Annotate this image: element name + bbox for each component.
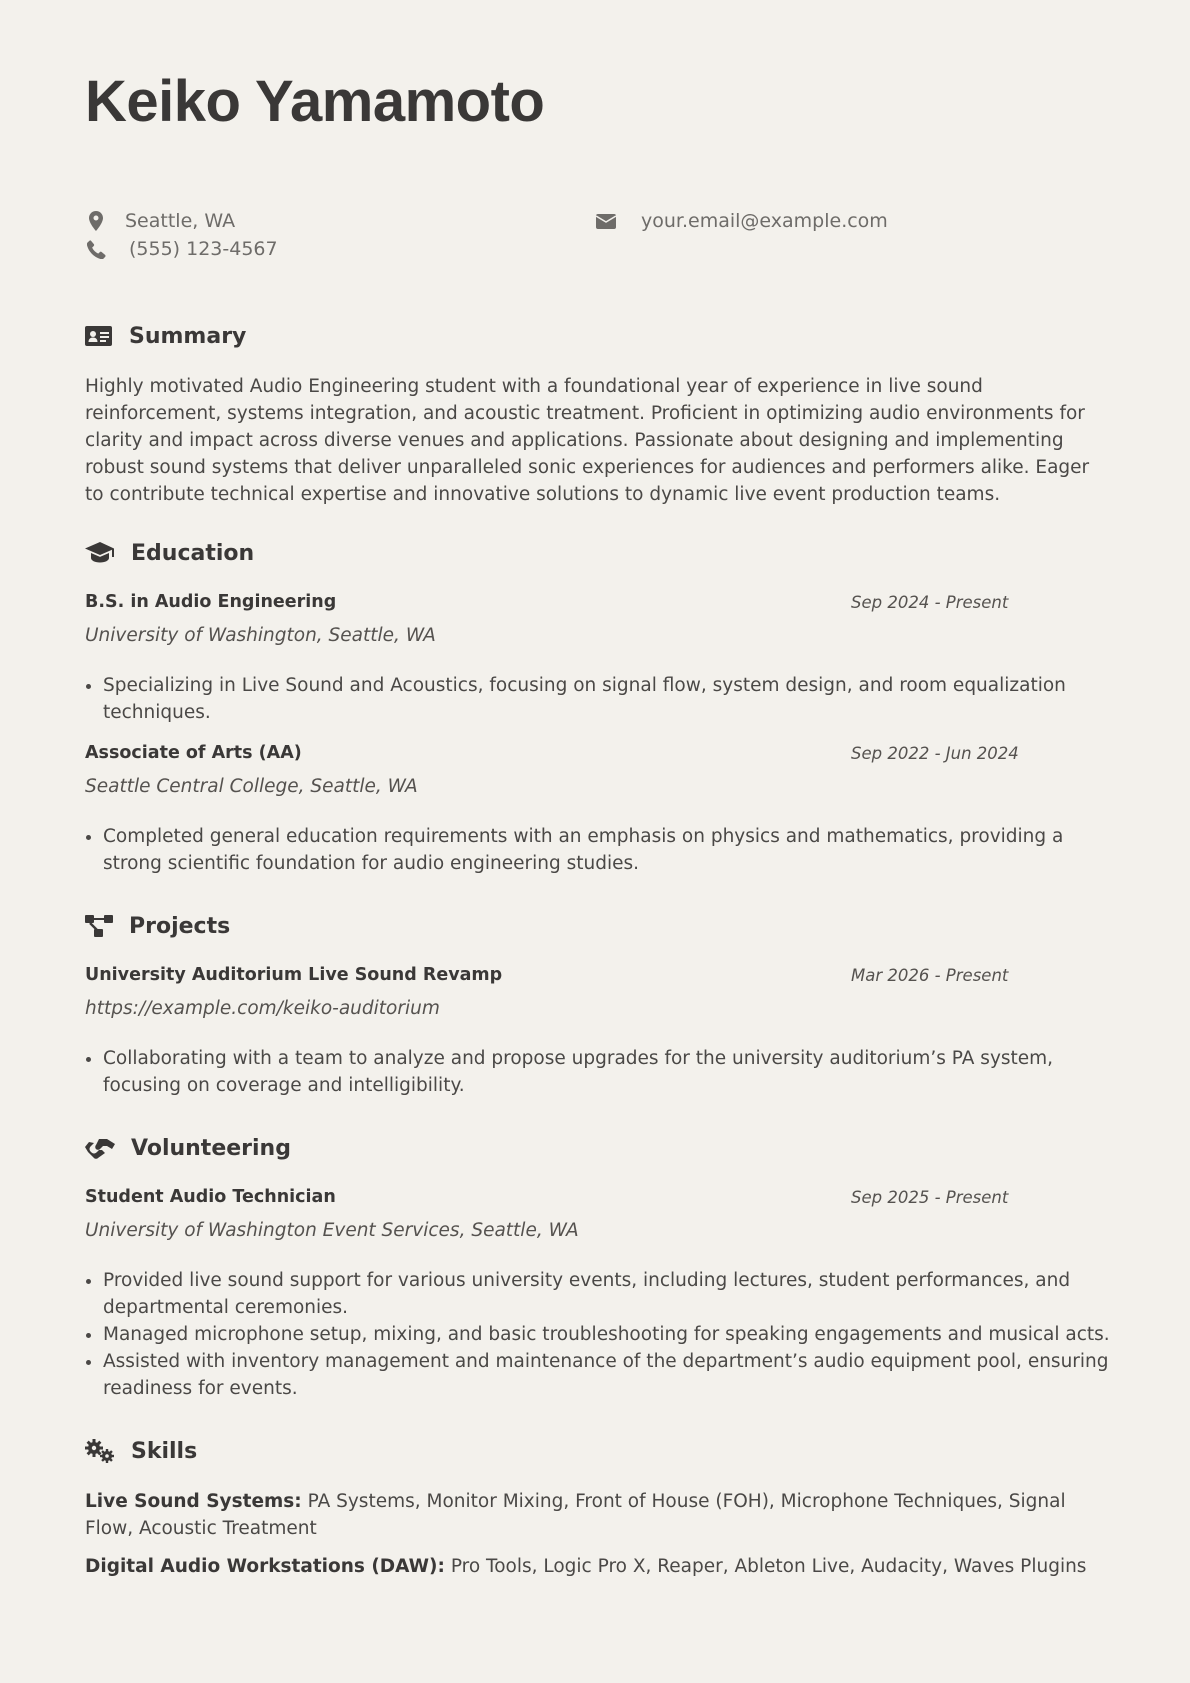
candidate-name: Keiko Yamamoto bbox=[85, 69, 545, 134]
project-entry-date: Mar 2026 - Present bbox=[851, 966, 1009, 985]
section-title-volunteering: Volunteering bbox=[131, 1135, 291, 1161]
project-entry-link[interactable]: https://example.com/keiko-auditorium bbox=[85, 998, 440, 1019]
education-entry-title: B.S. in Audio Engineering bbox=[85, 592, 337, 612]
bullet-item: • Provided live sound support for various university events, including lectures, student performances, and departmental ceremonies. bbox=[103, 1267, 1113, 1321]
education-entry-date: Sep 2024 - Present bbox=[851, 593, 1009, 612]
email-link[interactable]: your.email@example.com bbox=[641, 210, 888, 232]
map-marker-icon bbox=[85, 210, 107, 232]
project-diagram-icon bbox=[85, 913, 115, 939]
bullet-item: • Specializing in Live Sound and Acoustics, focusing on signal flow, system design, and room equalization techniques. bbox=[103, 672, 1113, 726]
bullet-item: • Completed general education requirements with an emphasis on physics and mathematics, providing a strong scientific foundation for audio engineering studies. bbox=[103, 823, 1113, 877]
graduation-cap-icon bbox=[85, 540, 115, 566]
skill-category-label: Digital Audio Workstations (DAW): bbox=[85, 1556, 445, 1577]
volunteering-entry-bullets bbox=[85, 1267, 1113, 1402]
envelope-icon bbox=[595, 210, 617, 232]
contact-email bbox=[595, 210, 888, 232]
cogs-icon bbox=[85, 1438, 115, 1464]
summary-heading bbox=[85, 323, 246, 349]
volunteering-entry-date: Sep 2025 - Present bbox=[851, 1188, 1009, 1207]
education-entry-date: Sep 2022 - Jun 2024 bbox=[851, 744, 1019, 763]
education-entry-bullets bbox=[85, 823, 1113, 877]
section-title-projects: Projects bbox=[129, 913, 231, 939]
education-entry-institution: Seattle Central College, Seattle, WA bbox=[85, 776, 418, 797]
skill-category-values: Pro Tools, Logic Pro X, Reaper, Ableton Live, Audacity, Waves Plugins bbox=[450, 1556, 1087, 1577]
volunteering-entry-organization: University of Washington Event Services, Seattle, WA bbox=[85, 1220, 579, 1241]
project-entry-title: University Auditorium Live Sound Revamp bbox=[85, 965, 503, 985]
id-card-icon bbox=[85, 323, 115, 349]
volunteering-heading bbox=[85, 1135, 291, 1161]
volunteering-entry-title: Student Audio Technician bbox=[85, 1187, 336, 1207]
skills-heading bbox=[85, 1438, 197, 1464]
project-entry-bullets bbox=[85, 1045, 1113, 1099]
section-title-summary: Summary bbox=[129, 323, 247, 349]
phone-text: (555) 123-4567 bbox=[129, 238, 278, 260]
contact-location bbox=[85, 210, 235, 232]
projects-heading bbox=[85, 913, 230, 939]
hands-helping-icon bbox=[85, 1135, 115, 1161]
skill-line bbox=[85, 1488, 1105, 1542]
education-entry-institution: University of Washington, Seattle, WA bbox=[85, 625, 436, 646]
education-entry-bullets bbox=[85, 672, 1113, 726]
skill-line bbox=[85, 1553, 1105, 1580]
bullet-item: • Assisted with inventory management and maintenance of the department’s audio equipment pool, ensuring readiness for events. bbox=[103, 1348, 1113, 1402]
education-entry-title: Associate of Arts (AA) bbox=[85, 743, 302, 763]
skill-category-values: PA Systems, Monitor Mixing, Front of House (FOH), Microphone Techniques, Signal Flow, Acoustic Treatment bbox=[85, 1491, 1066, 1539]
section-title-skills: Skills bbox=[131, 1438, 198, 1464]
bullet-item: • Managed microphone setup, mixing, and basic troubleshooting for speaking engagements and musical acts. bbox=[103, 1321, 1113, 1348]
education-heading bbox=[85, 540, 254, 566]
bullet-item: • Collaborating with a team to analyze and propose upgrades for the university auditorium’s PA system, focusing on coverage and intelligibility. bbox=[103, 1045, 1113, 1099]
phone-icon bbox=[85, 238, 107, 260]
summary-text: Highly motivated Audio Engineering student with a foundational year of experience in live sound reinforcement, systems integration, and acoustic treatment. Proficient in optimizing audio environments for clarity and impact across diverse venues and applications. Passionate about designing and implementing robust sound systems that deliver unparalleled sonic experiences for audiences and performers alike. Eager to contribute technical expertise and innovative solutions to dynamic live event production teams. bbox=[85, 376, 1090, 505]
location-text: Seattle, WA bbox=[125, 210, 236, 232]
skill-category-label: Live Sound Systems: bbox=[85, 1491, 302, 1512]
section-title-education: Education bbox=[131, 540, 255, 566]
contact-phone bbox=[85, 238, 278, 260]
